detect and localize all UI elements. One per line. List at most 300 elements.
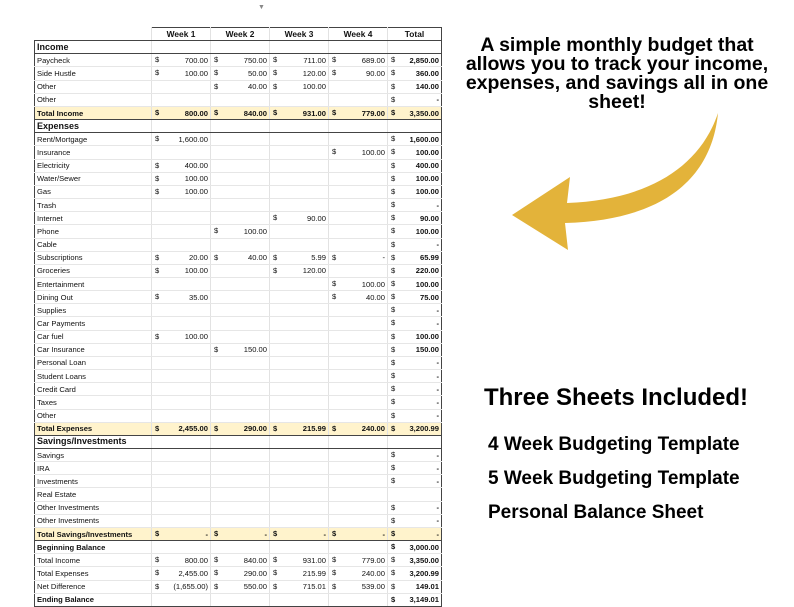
- total-cell[interactable]: [388, 383, 442, 396]
- week-4-cell[interactable]: [329, 225, 388, 238]
- week-3-cell[interactable]: [270, 383, 329, 396]
- row-label[interactable]: Groceries: [35, 264, 152, 277]
- cell-amount: 2,455.00: [178, 568, 208, 578]
- week-2-cell[interactable]: [211, 264, 270, 277]
- week-4-cell[interactable]: [329, 541, 388, 554]
- week-3-cell[interactable]: [270, 567, 329, 580]
- row-label[interactable]: Other Investments: [35, 514, 152, 527]
- total-cell[interactable]: [388, 396, 442, 409]
- week-1-cell[interactable]: [152, 212, 211, 225]
- total-cell[interactable]: [388, 409, 442, 422]
- week-4-cell[interactable]: [329, 291, 388, 304]
- total-cell[interactable]: [388, 277, 442, 290]
- row-label[interactable]: Real Estate: [35, 488, 152, 501]
- section-total-row: [35, 106, 442, 119]
- week-1-cell[interactable]: [152, 567, 211, 580]
- week-1-cell[interactable]: [152, 383, 211, 396]
- week-2-cell[interactable]: [211, 212, 270, 225]
- week-3-cell[interactable]: [270, 146, 329, 159]
- week-3-cell[interactable]: [270, 172, 329, 185]
- week-4-cell[interactable]: [329, 527, 388, 540]
- total-cell[interactable]: [388, 475, 442, 488]
- week-2-cell[interactable]: [211, 304, 270, 317]
- total-cell[interactable]: [388, 159, 442, 172]
- week-1-cell[interactable]: [152, 67, 211, 80]
- row-label[interactable]: Car fuel: [35, 330, 152, 343]
- currency-symbol: $: [391, 160, 396, 170]
- week-1-cell[interactable]: [152, 501, 211, 514]
- row-label[interactable]: Other: [35, 93, 152, 106]
- total-cell[interactable]: [388, 593, 442, 606]
- empty-cell[interactable]: [388, 435, 442, 448]
- row-label[interactable]: IRA: [35, 462, 152, 475]
- row-label[interactable]: Phone: [35, 225, 152, 238]
- week-4-cell[interactable]: [329, 212, 388, 225]
- week-3-cell[interactable]: [270, 330, 329, 343]
- week-1-cell[interactable]: [152, 462, 211, 475]
- row-label[interactable]: Net Difference: [35, 580, 152, 593]
- week-3-cell[interactable]: [270, 277, 329, 290]
- empty-cell[interactable]: [152, 435, 211, 448]
- week-2-cell[interactable]: [211, 67, 270, 80]
- row-label[interactable]: Subscriptions: [35, 251, 152, 264]
- week-1-cell[interactable]: [152, 343, 211, 356]
- week-1-cell[interactable]: [152, 409, 211, 422]
- week-3-cell[interactable]: [270, 462, 329, 475]
- week-3-cell[interactable]: [270, 93, 329, 106]
- total-cell[interactable]: [388, 501, 442, 514]
- row-label[interactable]: Rent/Mortgage: [35, 133, 152, 146]
- week-2-cell[interactable]: [211, 527, 270, 540]
- row-label[interactable]: Cable: [35, 238, 152, 251]
- week-1-cell[interactable]: [152, 514, 211, 527]
- row-label[interactable]: Dining Out: [35, 291, 152, 304]
- week-1-cell[interactable]: [152, 291, 211, 304]
- week-1-cell[interactable]: [152, 593, 211, 606]
- header-week-1[interactable]: Week 1: [152, 28, 211, 41]
- week-3-cell[interactable]: [270, 449, 329, 462]
- header-total[interactable]: Total: [388, 28, 442, 41]
- week-1-cell[interactable]: [152, 106, 211, 119]
- week-2-cell[interactable]: [211, 80, 270, 93]
- total-cell[interactable]: [388, 370, 442, 383]
- week-4-cell[interactable]: [329, 106, 388, 119]
- week-4-cell[interactable]: [329, 396, 388, 409]
- section-title[interactable]: Savings/Investments: [35, 435, 152, 448]
- total-cell[interactable]: [388, 343, 442, 356]
- cell-amount: 40.00: [247, 82, 267, 92]
- week-4-cell[interactable]: [329, 449, 388, 462]
- week-1-cell[interactable]: [152, 225, 211, 238]
- total-cell[interactable]: [388, 133, 442, 146]
- week-1-cell[interactable]: [152, 475, 211, 488]
- week-1-cell[interactable]: [152, 277, 211, 290]
- total-cell[interactable]: [388, 93, 442, 106]
- week-2-cell[interactable]: [211, 225, 270, 238]
- week-1-cell[interactable]: [152, 80, 211, 93]
- week-2-cell[interactable]: [211, 409, 270, 422]
- total-cell[interactable]: [388, 356, 442, 369]
- week-4-cell[interactable]: [329, 580, 388, 593]
- total-cell[interactable]: [388, 488, 442, 501]
- week-2-cell[interactable]: [211, 146, 270, 159]
- empty-cell[interactable]: [211, 435, 270, 448]
- cell-amount: 100.00: [184, 69, 208, 79]
- row-label[interactable]: Other Investments: [35, 501, 152, 514]
- week-4-cell[interactable]: [329, 370, 388, 383]
- week-1-cell[interactable]: [152, 159, 211, 172]
- week-2-cell[interactable]: [211, 580, 270, 593]
- week-1-cell[interactable]: [152, 238, 211, 251]
- total-cell[interactable]: [388, 330, 442, 343]
- total-cell[interactable]: [388, 225, 442, 238]
- row-label[interactable]: Paycheck: [35, 54, 152, 67]
- week-1-cell[interactable]: [152, 304, 211, 317]
- empty-cell[interactable]: [329, 120, 388, 133]
- empty-cell[interactable]: [211, 41, 270, 54]
- week-2-cell[interactable]: [211, 370, 270, 383]
- week-3-cell[interactable]: [270, 422, 329, 435]
- week-4-cell[interactable]: [329, 172, 388, 185]
- header-week-4[interactable]: Week 4: [329, 28, 388, 41]
- week-3-cell[interactable]: [270, 580, 329, 593]
- week-1-cell[interactable]: [152, 133, 211, 146]
- week-4-cell[interactable]: [329, 54, 388, 67]
- cell-amount: 1,600.00: [409, 134, 439, 144]
- week-1-cell[interactable]: [152, 185, 211, 198]
- week-1-cell[interactable]: [152, 251, 211, 264]
- week-4-cell[interactable]: [329, 146, 388, 159]
- row-label[interactable]: Taxes: [35, 396, 152, 409]
- row-label[interactable]: Trash: [35, 199, 152, 212]
- empty-cell[interactable]: [388, 120, 442, 133]
- week-2-cell[interactable]: [211, 133, 270, 146]
- week-1-cell[interactable]: [152, 199, 211, 212]
- week-3-cell[interactable]: [270, 291, 329, 304]
- week-3-cell[interactable]: [270, 356, 329, 369]
- week-4-cell[interactable]: [329, 304, 388, 317]
- cell-amount: 3,350.00: [409, 108, 439, 118]
- week-2-cell[interactable]: [211, 54, 270, 67]
- week-3-cell[interactable]: [270, 54, 329, 67]
- currency-symbol: $: [391, 581, 396, 591]
- row-label[interactable]: Personal Loan: [35, 356, 152, 369]
- week-4-cell[interactable]: [329, 185, 388, 198]
- cell-amount: -: [436, 503, 439, 513]
- row-label[interactable]: Total Savings/Investments: [35, 527, 152, 540]
- row-label[interactable]: Investments: [35, 475, 152, 488]
- week-3-cell[interactable]: [270, 501, 329, 514]
- week-3-cell[interactable]: [270, 67, 329, 80]
- week-2-cell[interactable]: [211, 514, 270, 527]
- row-label[interactable]: Side Hustle: [35, 67, 152, 80]
- week-2-cell[interactable]: [211, 449, 270, 462]
- week-4-cell[interactable]: [329, 251, 388, 264]
- week-2-cell[interactable]: [211, 93, 270, 106]
- empty-cell[interactable]: [270, 120, 329, 133]
- total-cell[interactable]: [388, 514, 442, 527]
- week-4-cell[interactable]: [329, 593, 388, 606]
- cell-amount: 215.99: [302, 424, 326, 434]
- week-3-cell[interactable]: [270, 106, 329, 119]
- week-2-cell[interactable]: [211, 291, 270, 304]
- total-cell[interactable]: [388, 212, 442, 225]
- empty-cell[interactable]: [211, 120, 270, 133]
- row-label[interactable]: Car Insurance: [35, 343, 152, 356]
- currency-symbol: $: [155, 568, 160, 578]
- week-2-cell[interactable]: [211, 422, 270, 435]
- week-3-cell[interactable]: [270, 212, 329, 225]
- week-1-cell[interactable]: [152, 264, 211, 277]
- week-3-cell[interactable]: [270, 343, 329, 356]
- week-3-cell[interactable]: [270, 514, 329, 527]
- week-2-cell[interactable]: [211, 554, 270, 567]
- table-row: [35, 501, 442, 514]
- week-2-cell[interactable]: [211, 567, 270, 580]
- empty-cell[interactable]: [388, 41, 442, 54]
- week-3-cell[interactable]: [270, 199, 329, 212]
- row-label[interactable]: Insurance: [35, 146, 152, 159]
- cell-amount: 715.01: [302, 582, 326, 592]
- week-3-cell[interactable]: [270, 409, 329, 422]
- total-cell[interactable]: [388, 567, 442, 580]
- total-cell[interactable]: [388, 527, 442, 540]
- week-1-cell[interactable]: [152, 488, 211, 501]
- week-3-cell[interactable]: [270, 593, 329, 606]
- week-2-cell[interactable]: [211, 343, 270, 356]
- week-2-cell[interactable]: [211, 185, 270, 198]
- total-cell[interactable]: [388, 172, 442, 185]
- total-cell[interactable]: [388, 422, 442, 435]
- total-cell[interactable]: [388, 317, 442, 330]
- total-cell[interactable]: [388, 580, 442, 593]
- week-3-cell[interactable]: [270, 238, 329, 251]
- row-label[interactable]: Electricity: [35, 159, 152, 172]
- sheet-tab-caret-icon: ▼: [258, 4, 265, 11]
- week-1-cell[interactable]: [152, 172, 211, 185]
- empty-cell[interactable]: [152, 120, 211, 133]
- total-cell[interactable]: [388, 80, 442, 93]
- row-label[interactable]: Water/Sewer: [35, 172, 152, 185]
- row-label[interactable]: Gas: [35, 185, 152, 198]
- week-4-cell[interactable]: [329, 501, 388, 514]
- total-cell[interactable]: [388, 106, 442, 119]
- week-2-cell[interactable]: [211, 106, 270, 119]
- week-1-cell[interactable]: [152, 356, 211, 369]
- week-1-cell[interactable]: [152, 396, 211, 409]
- week-2-cell[interactable]: [211, 462, 270, 475]
- row-label[interactable]: Total Expenses: [35, 567, 152, 580]
- week-2-cell[interactable]: [211, 475, 270, 488]
- week-4-cell[interactable]: [329, 514, 388, 527]
- currency-symbol: $: [273, 568, 278, 578]
- week-4-cell[interactable]: [329, 409, 388, 422]
- row-label[interactable]: Total Income: [35, 106, 152, 119]
- currency-symbol: $: [391, 252, 396, 262]
- total-cell[interactable]: [388, 304, 442, 317]
- week-2-cell[interactable]: [211, 330, 270, 343]
- total-cell[interactable]: [388, 185, 442, 198]
- total-cell[interactable]: [388, 251, 442, 264]
- section-title[interactable]: Expenses: [35, 120, 152, 133]
- total-cell[interactable]: [388, 541, 442, 554]
- empty-cell[interactable]: [329, 435, 388, 448]
- row-label[interactable]: Supplies: [35, 304, 152, 317]
- table-row: [35, 356, 442, 369]
- week-3-cell[interactable]: [270, 251, 329, 264]
- row-label[interactable]: Car Payments: [35, 317, 152, 330]
- week-4-cell[interactable]: [329, 93, 388, 106]
- week-1-cell[interactable]: [152, 93, 211, 106]
- row-label[interactable]: Internet: [35, 212, 152, 225]
- week-2-cell[interactable]: [211, 593, 270, 606]
- week-4-cell[interactable]: [329, 383, 388, 396]
- currency-symbol: $: [391, 55, 396, 65]
- week-3-cell[interactable]: [270, 133, 329, 146]
- cell-amount: 240.00: [361, 424, 385, 434]
- total-cell[interactable]: [388, 462, 442, 475]
- row-label[interactable]: Total Expenses: [35, 422, 152, 435]
- week-2-cell[interactable]: [211, 238, 270, 251]
- week-2-cell[interactable]: [211, 159, 270, 172]
- week-1-cell[interactable]: [152, 554, 211, 567]
- section-title[interactable]: Income: [35, 41, 152, 54]
- week-1-cell[interactable]: [152, 317, 211, 330]
- week-3-cell[interactable]: [270, 475, 329, 488]
- currency-symbol: $: [214, 568, 219, 578]
- week-2-cell[interactable]: [211, 277, 270, 290]
- currency-symbol: $: [273, 265, 278, 275]
- currency-symbol: $: [273, 81, 278, 91]
- week-1-cell[interactable]: [152, 54, 211, 67]
- week-3-cell[interactable]: [270, 370, 329, 383]
- total-cell[interactable]: [388, 449, 442, 462]
- week-3-cell[interactable]: [270, 541, 329, 554]
- week-4-cell[interactable]: [329, 488, 388, 501]
- week-4-cell[interactable]: [329, 264, 388, 277]
- total-cell[interactable]: [388, 146, 442, 159]
- row-label[interactable]: Other: [35, 409, 152, 422]
- header-week-3[interactable]: Week 3: [270, 28, 329, 41]
- cell-amount: 100.00: [415, 332, 439, 342]
- week-4-cell[interactable]: [329, 133, 388, 146]
- week-3-cell[interactable]: [270, 304, 329, 317]
- row-label[interactable]: Ending Balance: [35, 593, 152, 606]
- week-4-cell[interactable]: [329, 343, 388, 356]
- empty-cell[interactable]: [270, 435, 329, 448]
- currency-symbol: $: [391, 371, 396, 381]
- week-3-cell[interactable]: [270, 264, 329, 277]
- total-cell[interactable]: [388, 238, 442, 251]
- week-1-cell[interactable]: [152, 146, 211, 159]
- week-1-cell[interactable]: [152, 370, 211, 383]
- cell-amount: 149.01: [415, 582, 439, 592]
- week-4-cell[interactable]: [329, 567, 388, 580]
- week-3-cell[interactable]: [270, 159, 329, 172]
- week-4-cell[interactable]: [329, 317, 388, 330]
- total-cell[interactable]: [388, 67, 442, 80]
- total-cell[interactable]: [388, 264, 442, 277]
- cell-amount: 711.00: [303, 55, 326, 65]
- empty-cell[interactable]: [270, 41, 329, 54]
- week-2-cell[interactable]: [211, 396, 270, 409]
- week-3-cell[interactable]: [270, 396, 329, 409]
- week-2-cell[interactable]: [211, 317, 270, 330]
- week-1-cell[interactable]: [152, 449, 211, 462]
- week-2-cell[interactable]: [211, 541, 270, 554]
- total-cell[interactable]: [388, 199, 442, 212]
- week-1-cell[interactable]: [152, 330, 211, 343]
- cell-amount: 931.00: [302, 555, 326, 565]
- week-4-cell[interactable]: [329, 554, 388, 567]
- currency-symbol: $: [391, 173, 396, 183]
- week-1-cell[interactable]: [152, 422, 211, 435]
- currency-symbol: $: [155, 68, 160, 78]
- week-4-cell[interactable]: [329, 330, 388, 343]
- row-label[interactable]: Student Loans: [35, 370, 152, 383]
- week-4-cell[interactable]: [329, 475, 388, 488]
- week-3-cell[interactable]: [270, 488, 329, 501]
- currency-symbol: $: [332, 68, 337, 78]
- cell-amount: 100.00: [415, 174, 439, 184]
- week-2-cell[interactable]: [211, 199, 270, 212]
- currency-symbol: $: [391, 344, 396, 354]
- week-3-cell[interactable]: [270, 527, 329, 540]
- week-2-cell[interactable]: [211, 356, 270, 369]
- row-label[interactable]: Beginning Balance: [35, 541, 152, 554]
- currency-symbol: $: [391, 476, 396, 486]
- week-1-cell[interactable]: [152, 541, 211, 554]
- row-label[interactable]: Savings: [35, 449, 152, 462]
- week-4-cell[interactable]: [329, 80, 388, 93]
- week-4-cell[interactable]: [329, 277, 388, 290]
- total-cell[interactable]: [388, 291, 442, 304]
- week-3-cell[interactable]: [270, 317, 329, 330]
- section-total-row: [35, 422, 442, 435]
- week-3-cell[interactable]: [270, 225, 329, 238]
- row-label[interactable]: Other: [35, 80, 152, 93]
- currency-symbol: $: [391, 568, 396, 578]
- row-label[interactable]: Total Income: [35, 554, 152, 567]
- total-cell[interactable]: [388, 554, 442, 567]
- total-cell[interactable]: [388, 54, 442, 67]
- week-3-cell[interactable]: [270, 185, 329, 198]
- week-4-cell[interactable]: [329, 356, 388, 369]
- week-4-cell[interactable]: [329, 159, 388, 172]
- week-1-cell[interactable]: [152, 527, 211, 540]
- week-2-cell[interactable]: [211, 251, 270, 264]
- week-4-cell[interactable]: [329, 462, 388, 475]
- currency-symbol: $: [391, 305, 396, 315]
- week-4-cell[interactable]: [329, 238, 388, 251]
- week-2-cell[interactable]: [211, 488, 270, 501]
- week-3-cell[interactable]: [270, 554, 329, 567]
- week-4-cell[interactable]: [329, 199, 388, 212]
- row-label[interactable]: Credit Card: [35, 383, 152, 396]
- empty-cell[interactable]: [152, 41, 211, 54]
- week-3-cell[interactable]: [270, 80, 329, 93]
- header-week-2[interactable]: Week 2: [211, 28, 270, 41]
- week-1-cell[interactable]: [152, 580, 211, 593]
- week-4-cell[interactable]: [329, 67, 388, 80]
- week-2-cell[interactable]: [211, 172, 270, 185]
- week-2-cell[interactable]: [211, 383, 270, 396]
- empty-cell[interactable]: [329, 41, 388, 54]
- week-4-cell[interactable]: [329, 422, 388, 435]
- week-2-cell[interactable]: [211, 501, 270, 514]
- currency-symbol: $: [332, 581, 337, 591]
- row-label[interactable]: Entertainment: [35, 277, 152, 290]
